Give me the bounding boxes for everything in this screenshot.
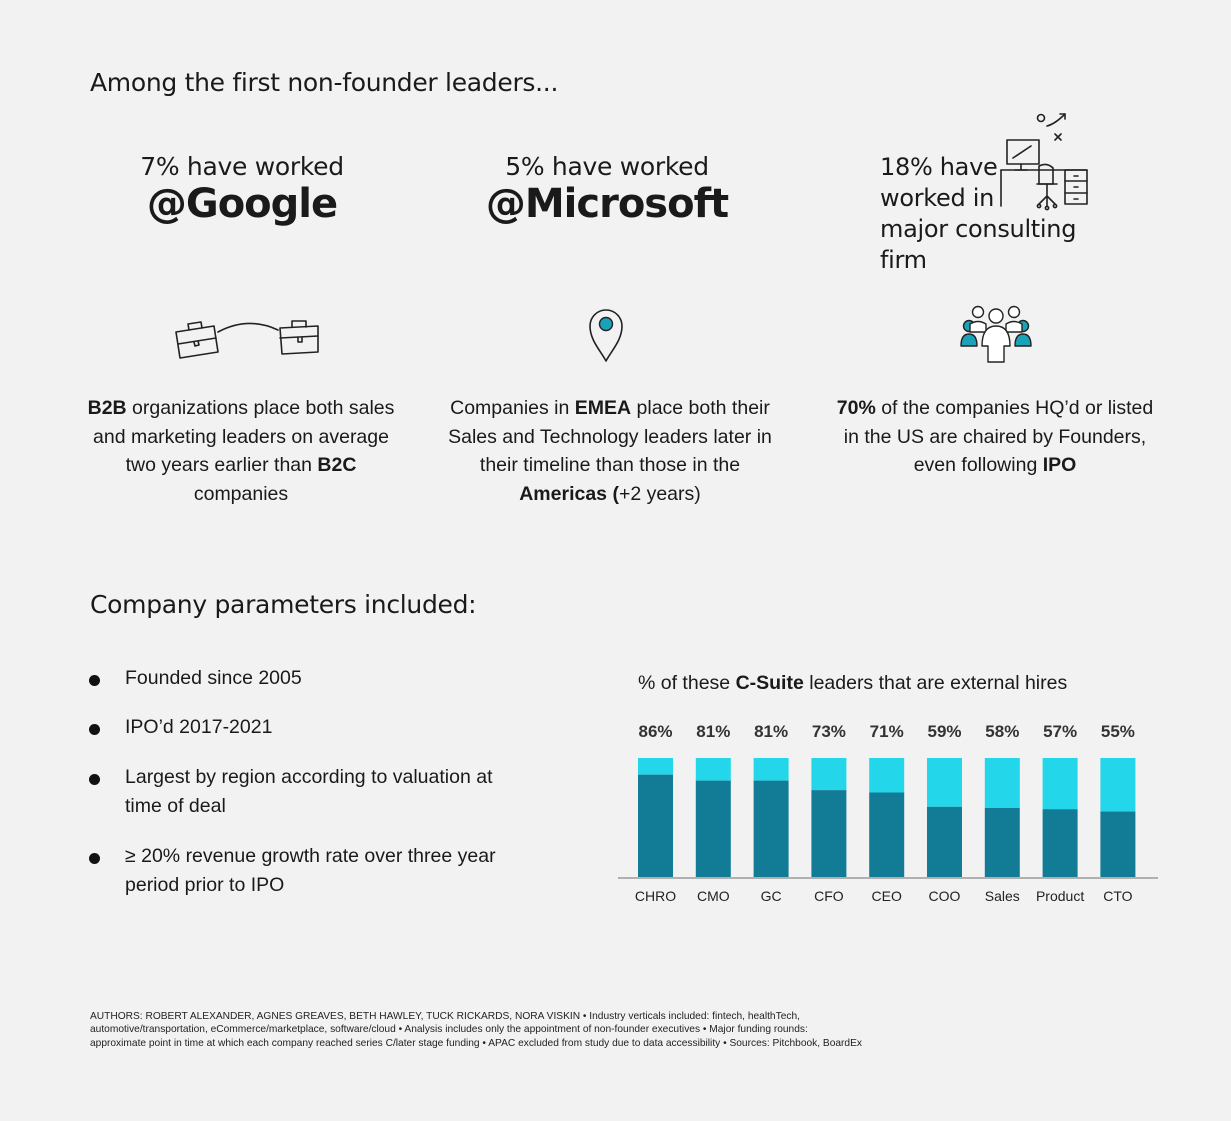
- chart-title: [638, 672, 1067, 695]
- bar: [754, 781, 789, 877]
- b2b-finding: [76, 394, 406, 508]
- office-desk-icon: [995, 108, 1095, 212]
- list-item-text: Founded since 2005: [125, 667, 302, 689]
- bar: [1100, 812, 1135, 877]
- x-tick-label: Product: [1035, 888, 1085, 904]
- list-item: [88, 713, 528, 742]
- briefcase-transfer-icon: [170, 314, 325, 362]
- data-label: 86%: [638, 722, 673, 741]
- data-label: 59%: [927, 722, 962, 741]
- x-tick-label: Sales: [984, 888, 1020, 904]
- chart-title-start: % of these: [638, 672, 736, 694]
- x-tick-label: CEO: [871, 888, 902, 904]
- list-item-text: Largest by region according to valuation at time of deal: [125, 766, 493, 817]
- ipo-percent: 70%: [836, 397, 876, 419]
- location-pin-icon: [586, 306, 626, 364]
- bar: [811, 790, 846, 877]
- data-label: 55%: [1100, 722, 1135, 741]
- bullet-icon: [89, 774, 100, 785]
- board-meeting-icon: [958, 302, 1034, 366]
- ipo-term: IPO: [1042, 454, 1077, 476]
- bar-remainder: [696, 758, 731, 781]
- chart-title-end: leaders that are external hires: [803, 672, 1068, 694]
- consulting-stat-line2: worked in: [880, 184, 995, 212]
- page-heading: Among the first non-founder leaders...: [90, 68, 559, 97]
- bar: [927, 807, 962, 877]
- google-stat-company: @Google: [146, 181, 338, 227]
- x-tick-label: CFO: [814, 888, 844, 904]
- microsoft-stat-line1: 5% have worked: [505, 152, 709, 181]
- data-label: 81%: [754, 722, 789, 741]
- bar: [869, 793, 904, 877]
- parameters-heading: Company parameters included:: [90, 590, 477, 619]
- bar-remainder: [811, 758, 846, 790]
- emea-text-end: +2 years): [618, 482, 701, 505]
- data-label: 57%: [1043, 722, 1078, 741]
- consulting-stat-line1: 18% have: [880, 153, 998, 181]
- list-item: [88, 763, 528, 821]
- ipo-finding: [830, 394, 1160, 480]
- x-tick-label: GC: [760, 888, 782, 904]
- bar-remainder: [869, 758, 904, 793]
- b2b-text-end: companies: [193, 482, 289, 505]
- bar-remainder: [1100, 758, 1135, 812]
- americas-term: Americas (: [519, 482, 619, 505]
- bar-remainder: [985, 758, 1020, 808]
- data-label: 71%: [869, 722, 904, 741]
- data-label: 58%: [985, 722, 1020, 741]
- list-item: [88, 842, 528, 900]
- bullet-icon: [89, 724, 100, 735]
- external-hires-bar-chart: [615, 712, 1165, 912]
- list-item: [88, 664, 528, 693]
- emea-text-start: Companies in: [450, 397, 575, 419]
- bar: [1043, 809, 1078, 877]
- bar-remainder: [638, 758, 673, 775]
- bullet-icon: [89, 675, 100, 686]
- x-tick-label: CTO: [1103, 888, 1133, 904]
- bar-remainder: [754, 758, 789, 781]
- parameters-list: [88, 664, 528, 900]
- google-stat: [122, 152, 362, 227]
- b2b-term: B2B: [87, 397, 127, 419]
- footer-line: automotive/transportation, eCommerce/marketplace, software/cloud • Analysis includes only the appointment of non-founder executives • Major funding rounds:: [90, 1024, 808, 1036]
- bar: [638, 775, 673, 877]
- emea-text: place both their Sales and Technology leaders later in their timeline than those in the: [448, 397, 772, 476]
- data-label: 81%: [696, 722, 731, 741]
- bar: [985, 808, 1020, 877]
- bullet-icon: [89, 853, 100, 864]
- ipo-text: of the companies HQ’d or listed in the US are chaired by Founders, even following: [843, 397, 1154, 476]
- x-tick-label: CHRO: [634, 888, 677, 904]
- footer-line: approximate point in time at which each company reached series C/later stage funding • APAC excluded from study due to data accessibility • Sources: Pitchbook, BoardEx: [90, 1037, 862, 1049]
- emea-finding: [445, 394, 775, 508]
- list-item-text: IPO’d 2017-2021: [125, 716, 273, 738]
- data-label: 73%: [811, 722, 846, 741]
- b2c-term: B2C: [317, 454, 357, 476]
- chart-title-term: C-Suite: [735, 672, 804, 694]
- microsoft-stat-company: @Microsoft: [485, 181, 729, 227]
- footer-notes: [90, 1010, 1090, 1050]
- b2b-text: organizations place both sales and marketing leaders on average two years earlier than: [93, 397, 395, 476]
- emea-term: EMEA: [574, 397, 632, 419]
- x-tick-label: COO: [928, 888, 961, 904]
- bar: [696, 781, 731, 877]
- list-item-text: ≥ 20% revenue growth rate over three year period prior to IPO: [125, 845, 496, 896]
- x-tick-label: CMO: [696, 888, 730, 904]
- google-stat-line1: 7% have worked: [140, 152, 344, 181]
- microsoft-stat: [467, 152, 747, 227]
- consulting-stat-line3: major consulting firm: [880, 215, 1077, 274]
- bar-remainder: [1043, 758, 1078, 809]
- footer-line: AUTHORS: ROBERT ALEXANDER, AGNES GREAVES, BETH HAWLEY, TUCK RICKARDS, NORA VISKIN • Industry verticals included: fintech, healthTech,: [90, 1011, 800, 1022]
- bar-remainder: [927, 758, 962, 807]
